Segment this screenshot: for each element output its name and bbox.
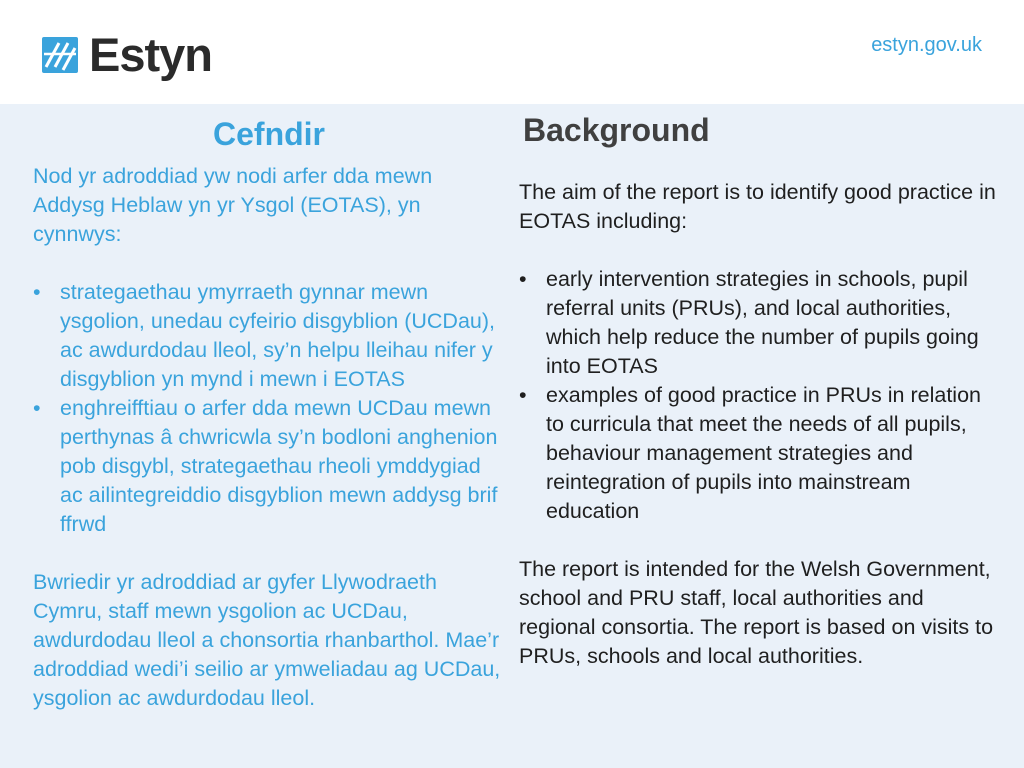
welsh-column [33, 116, 505, 713]
list-item [33, 278, 505, 394]
english-closing: The report is intended for the Welsh Government, school and PRU staff, local authorities and regional consortia. The report is based on visits to PRUs, schools and local authorities. [519, 557, 994, 668]
list-item-text: examples of good practice in PRUs in relation to curricula that meet the needs of all pupils, behaviour management strategies and reintegration of pupils into mainstream education [546, 383, 981, 523]
list-item [519, 381, 999, 526]
english-column [519, 112, 999, 671]
brand-name: Estyn [89, 28, 212, 81]
header [0, 0, 1024, 104]
bullet-icon: • [33, 396, 41, 420]
site-link[interactable]: estyn.gov.uk [871, 34, 982, 56]
bullet-icon: • [519, 383, 527, 407]
english-heading: Background [523, 112, 710, 148]
bullet-icon: • [519, 267, 527, 291]
welsh-intro: Nod yr adroddiad yw nodi arfer dda mewn Addysg Heblaw yn yr Ysgol (EOTAS), yn cynnwys: [33, 164, 433, 246]
welsh-closing: Bwriedir yr adroddiad ar gyfer Llywodraeth Cymru, staff mewn ysgolion ac UCDau, awdurdodau lleol a chonsortia rhanbarthol. Mae’r adroddiad wedi’i seilio ar ymweliadau ag UCDau, ysgolion ac awdurdodau lleol. [33, 570, 501, 710]
estyn-logo[interactable] [42, 28, 212, 81]
estyn-logo-mark-icon [42, 37, 78, 73]
english-intro: The aim of the report is to identify good practice in EOTAS including: [519, 180, 996, 233]
list-item-text: early intervention strategies in schools, pupil referral units (PRUs), and local authorities, which help reduce the number of pupils going into EOTAS [546, 267, 979, 378]
list-item [519, 265, 999, 381]
list-item-text: strategaethau ymyrraeth gynnar mewn ysgolion, unedau cyfeirio disgyblion (UCDau), ac awdurdodau lleol, sy’n helpu lleihau nifer y disgyblion yn mynd i mewn i EOTAS [60, 280, 495, 391]
welsh-heading: Cefndir [213, 116, 325, 152]
main-content [0, 104, 1024, 768]
bullet-icon: • [33, 280, 41, 304]
list-item [33, 394, 505, 539]
welsh-bullet-list [33, 278, 505, 539]
list-item-text: enghreifftiau o arfer dda mewn UCDau mewn perthynas â chwricwla sy’n bodloni anghenion pob disgybl, strategaethau rheoli ymddygiad ac ailintegreiddio disgyblion mewn addysg brif ffrwd [60, 396, 498, 536]
english-bullet-list [519, 265, 999, 526]
